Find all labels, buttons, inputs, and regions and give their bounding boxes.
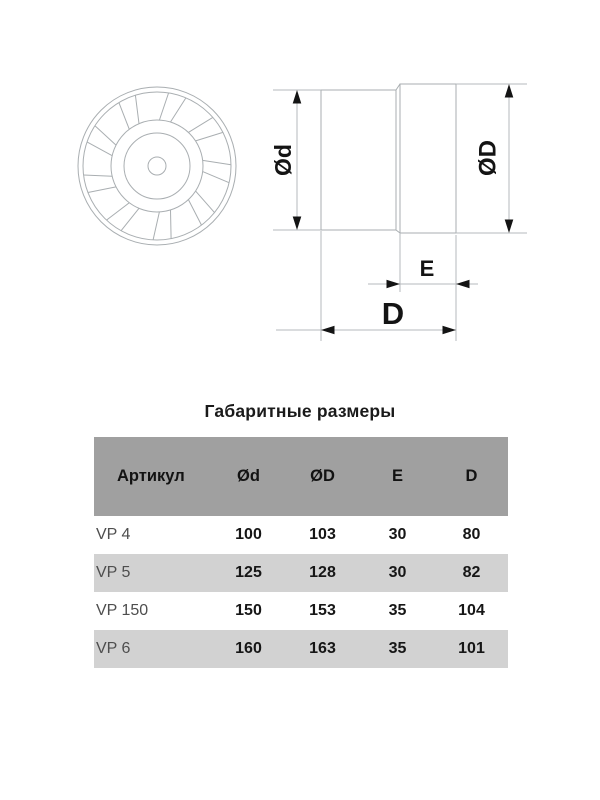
- dim-d: [276, 231, 456, 341]
- cell-d: 82: [462, 564, 481, 581]
- cell-od-small: 150: [235, 602, 262, 619]
- arrow-left-icon: [456, 280, 470, 289]
- col-header-e: E: [391, 467, 403, 485]
- dim-od-small: [270, 90, 321, 230]
- cell-e: 35: [388, 602, 407, 619]
- page-title: Габаритные размеры: [204, 401, 396, 421]
- dim-label-e: E: [419, 256, 435, 281]
- cell-od-small: 160: [235, 640, 262, 657]
- cell-e: 35: [388, 640, 407, 657]
- col-header-article: Артикул: [117, 467, 185, 485]
- fan-front-view: [78, 87, 236, 245]
- dimensions-table: [94, 437, 508, 668]
- cell-e: 30: [388, 526, 407, 543]
- dim-label-od-small: Ød: [270, 144, 297, 176]
- arrow-left-icon: [321, 326, 335, 335]
- dim-od-big: [456, 84, 527, 233]
- dim-label-od-big: ØD: [474, 140, 502, 176]
- col-header-d: D: [465, 467, 478, 485]
- cell-od-big: 153: [309, 602, 336, 619]
- cell-article: VP 150: [96, 602, 149, 619]
- arrow-down-icon: [293, 217, 302, 231]
- collar-chamfer: [396, 84, 400, 233]
- technical-drawing: [0, 0, 600, 395]
- cell-od-big: 163: [309, 640, 336, 657]
- arrow-down-icon: [505, 220, 514, 234]
- cell-article: VP 6: [96, 640, 131, 657]
- cell-od-small: 100: [235, 526, 262, 543]
- table-row: [94, 630, 508, 668]
- cell-d: 80: [462, 526, 481, 543]
- dim-label-d: D: [381, 296, 405, 331]
- cell-od-big: 128: [309, 564, 336, 581]
- cell-e: 30: [388, 564, 407, 581]
- cell-article: VP 4: [96, 526, 131, 543]
- cell-d: 104: [458, 602, 485, 619]
- col-header-od-small: Ød: [237, 467, 260, 485]
- table-row: [94, 554, 508, 592]
- cell-article: VP 5: [96, 564, 131, 581]
- arrow-up-icon: [505, 84, 514, 98]
- arrow-right-icon: [387, 280, 401, 289]
- cell-d: 101: [458, 640, 485, 657]
- fan-side-view: [321, 84, 456, 233]
- cell-od-small: 125: [235, 564, 262, 581]
- col-header-od-big: ØD: [310, 467, 335, 485]
- fan-blades: [84, 93, 231, 240]
- table-row: [94, 592, 508, 630]
- arrow-up-icon: [293, 90, 302, 104]
- table-row: [94, 516, 508, 554]
- arrow-right-icon: [443, 326, 457, 335]
- cell-od-big: 103: [309, 526, 336, 543]
- table-header-row: [94, 437, 508, 516]
